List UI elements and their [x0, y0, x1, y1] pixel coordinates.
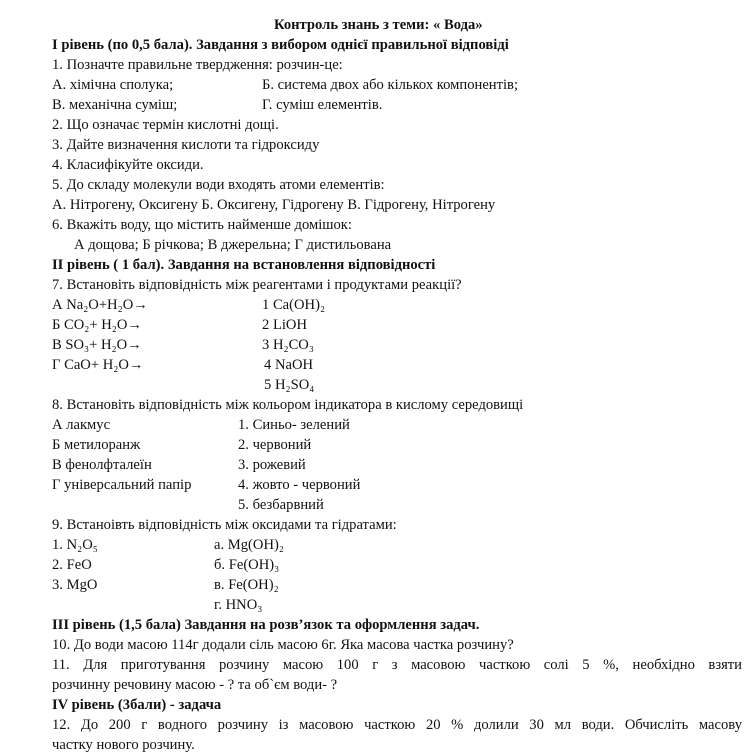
q1-option-b: Б. система двох або кількох компонентів; — [262, 77, 518, 93]
q9-oxide-2: 2. FeO — [52, 557, 92, 573]
level4-heading: IV рівень (3бали) - задача — [52, 697, 222, 713]
q8-color-1: 1. Синьо- зелений — [238, 417, 350, 433]
q8-indicator-a: А лакмус — [52, 417, 111, 433]
q12-text-line2: частку нового розчину. — [52, 737, 195, 753]
q7-text: 7. Встановіть відповідність між реагентами і продуктами реакції? — [52, 277, 462, 293]
q7-product-2: 2 LiOH — [262, 317, 307, 333]
q1-option-a: А. хімічна сполука; — [52, 77, 174, 93]
q8-indicator-c: В фенолфталеїн — [52, 457, 152, 473]
q7-reagent-b: Б CO₂+ H₂O→ — [52, 317, 143, 333]
q7-product-1: 1 Ca(OH)₂ — [262, 297, 326, 313]
q7-reagent-c: В SO₃+ H₂O→ — [52, 337, 142, 353]
q8-text: 8. Встановіть відповідність між кольором індикатора в кислому середовищі — [52, 397, 524, 413]
q11-text-line1: 11. Для приготування розчину масою 100 г з масовою часткою солі 5 %, необхідно взяти — [52, 657, 742, 673]
q5-text: 5. До складу молекули води входять атоми елементів: — [52, 177, 385, 193]
q9-hydrate-c: в. Fe(OH)₂ — [214, 577, 279, 593]
q6-text: 6. Вкажіть воду, що містить найменше домішок: — [52, 217, 352, 233]
q9-hydrate-a: а. Mg(OH)₂ — [214, 537, 284, 553]
q6-options: А дощова; Б річкова; В джерельна; Г дистильована — [74, 237, 392, 253]
q8-color-5: 5. безбарвний — [238, 497, 324, 513]
level2-heading: II рівень ( 1 бал). Завдання на встановлення відповідності — [52, 257, 436, 273]
q10-text: 10. До води масою 114г додали сіль масою 6г. Яка масова частка розчину? — [52, 637, 514, 653]
q9-oxide-3: 3. MgO — [52, 577, 98, 593]
q9-hydrate-d: г. HNO₃ — [214, 597, 263, 613]
q3-text: 3. Дайте визначення кислоти та гідроксиду — [52, 137, 320, 153]
q7-reagent-d: Г CaO+ H₂O→ — [52, 357, 144, 373]
q1-option-d: Г. суміш елементів. — [262, 97, 383, 113]
q7-product-4: 4 NaOH — [264, 357, 314, 373]
q4-text: 4. Класифікуйте оксиди. — [52, 157, 204, 173]
q7-product-3: 3 H₂CO₃ — [262, 337, 314, 353]
q7-reagent-a: А Na₂O+H₂O→ — [52, 297, 148, 313]
q9-hydrate-b: б. Fe(OH)₃ — [214, 557, 280, 573]
q8-color-3: 3. рожевий — [238, 457, 306, 473]
q9-text: 9. Встаноівть відповідність між оксидами та гідратами: — [52, 517, 397, 533]
q8-indicator-d: Г універсальний папір — [52, 477, 192, 493]
q8-color-2: 2. червоний — [238, 437, 312, 453]
level3-heading: III рівень (1,5 бала) Завдання на розв’язок та оформлення задач. — [52, 617, 480, 633]
q8-indicator-b: Б метилоранж — [52, 437, 141, 453]
q1-option-c: В. механічна суміш; — [52, 97, 178, 113]
q2-text: 2. Що означає термін кислотні дощі. — [52, 117, 279, 133]
q1-text: 1. Позначте правильне твердження: розчин-це: — [52, 57, 343, 73]
level1-heading: I рівень (по 0,5 бала). Завдання з вибором однієї правильної відповіді — [52, 37, 509, 53]
q11-text-line2: розчинну речовину масою - ? та об`єм води- ? — [52, 677, 338, 693]
page-title: Контроль знань з теми: « Вода» — [274, 17, 483, 33]
q9-oxide-1: 1. N₂O₅ — [52, 537, 98, 553]
q5-options: А. Нітрогену, Оксигену Б. Оксигену, Гідрогену В. Гідрогену, Нітрогену — [52, 197, 496, 213]
q12-text-line1: 12. До 200 г водного розчину із масовою часткою 20 % долили 30 мл води. Обчисліть масову — [52, 717, 742, 733]
q8-color-4: 4. жовто - червоний — [238, 477, 361, 493]
q7-product-5: 5 H₂SO₄ — [264, 377, 315, 393]
